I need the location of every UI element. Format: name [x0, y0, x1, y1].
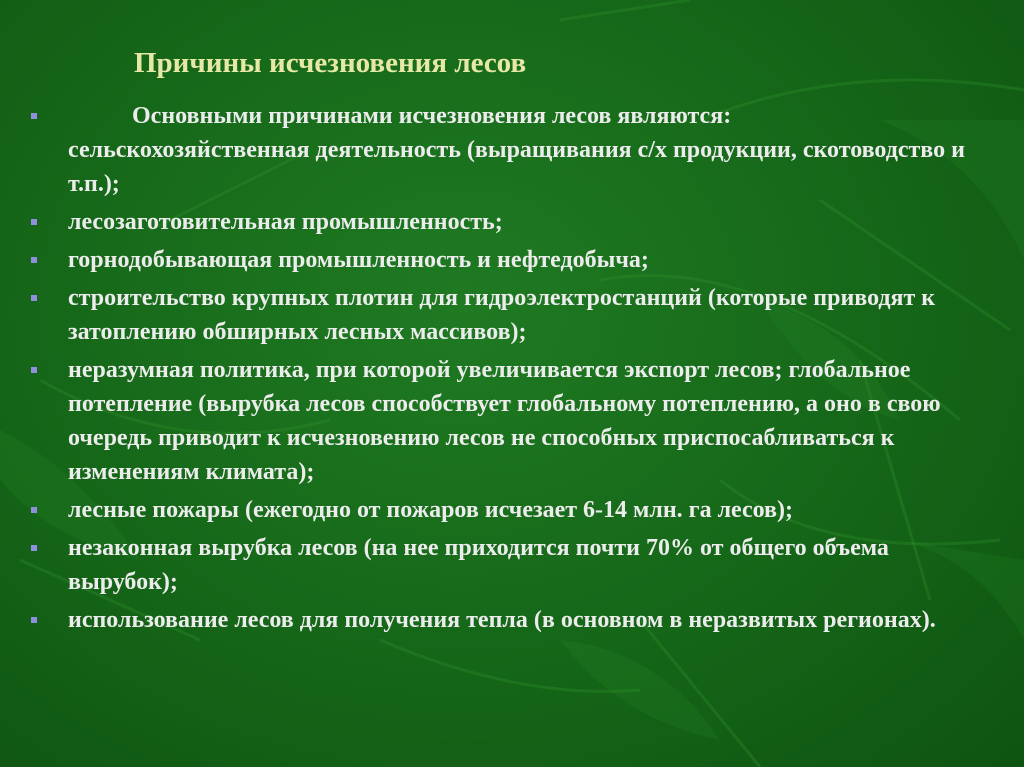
bullet-square-icon: [31, 295, 37, 301]
list-item: [68, 243, 978, 277]
list-item-text: строительство крупных плотин для гидроэлектростанций (которые приводят к затоплению обширных лесных массивов);: [68, 285, 936, 345]
list-item: [68, 205, 978, 239]
bullet-square-icon: [31, 507, 37, 513]
list-item-text: неразумная политика, при которой увеличивается экспорт лесов; глобальное потепление (вырубка лесов способствует глобальному потеплению, а оно в свою очередь приводит к исчезновению лесов не способных приспосабливаться к изменениям климата);: [68, 357, 941, 485]
bullet-square-icon: [31, 617, 37, 623]
list-item: [68, 603, 978, 637]
list-item: [68, 493, 978, 527]
list-item-text: использование лесов для получения тепла (в основном в неразвитых регионах).: [68, 607, 936, 633]
bullet-square-icon: [31, 113, 37, 119]
list-item-text: лесные пожары (ежегодно от пожаров исчезает 6-14 млн. га лесов);: [68, 497, 793, 523]
list-item: [68, 281, 978, 349]
bullet-square-icon: [31, 219, 37, 225]
list-item-text: горнодобывающая промышленность и нефтедобыча;: [68, 247, 649, 273]
list-item-text: лесозаготовительная промышленность;: [68, 209, 503, 235]
list-item: [68, 353, 978, 489]
bullet-square-icon: [31, 367, 37, 373]
list-item-text: Основными причинами исчезновения лесов являются: сельскохозяйственная деятельность (выращивания с/х продукции, скотоводство и т.п.);: [68, 103, 965, 197]
slide-title: Причины исчезновения лесов: [134, 47, 527, 79]
bullet-square-icon: [31, 257, 37, 263]
list-item: [68, 531, 978, 599]
list-item: [68, 99, 978, 201]
list-item-text: незаконная вырубка лесов (на нее приходится почти 70% от общего объема вырубок);: [68, 535, 889, 595]
causes-list: [0, 99, 978, 641]
bullet-square-icon: [31, 545, 37, 551]
